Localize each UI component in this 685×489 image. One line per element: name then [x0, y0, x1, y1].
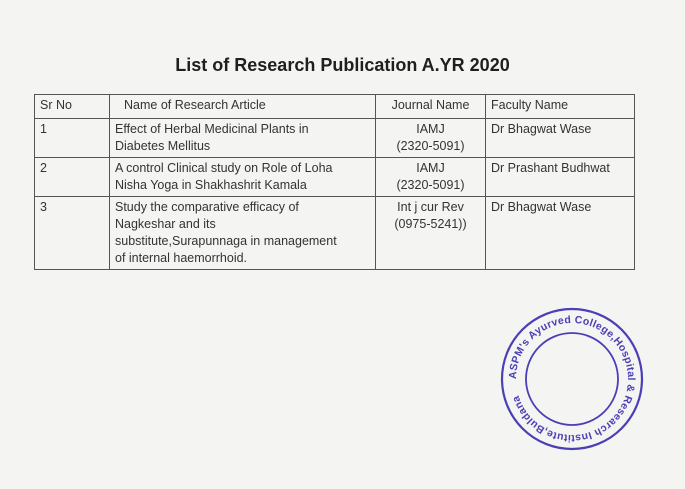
- seal-outer-ring: [502, 309, 642, 449]
- journal-line: (2320-5091): [396, 178, 465, 192]
- table-header-row: [35, 95, 635, 119]
- cell-article: [110, 119, 376, 158]
- cell-faculty: Dr Prashant Budhwat: [486, 158, 635, 197]
- cell-article: [110, 197, 376, 270]
- article-line: A control Clinical study on Role of Loha: [115, 161, 333, 175]
- article-line: Study the comparative efficacy of: [115, 200, 299, 214]
- table-row: [35, 197, 635, 270]
- page-title: List of Research Publication A.YR 2020: [175, 55, 510, 75]
- journal-line: IAMJ: [416, 122, 445, 136]
- cell-faculty: Dr Bhagwat Wase: [486, 197, 635, 270]
- article-line: of internal haemorrhoid.: [115, 251, 248, 265]
- cell-sr-no: 1: [35, 119, 110, 158]
- journal-line: (0975-5241)): [394, 217, 467, 231]
- seal-inner-ring: [526, 333, 618, 425]
- article-line: Effect of Herbal Medicinal Plants in: [115, 122, 309, 136]
- article-line: Nisha Yoga in Shakhashrit Kamala: [115, 178, 307, 192]
- cell-journal: [376, 197, 486, 270]
- header-article-name: Name of Research Article: [110, 95, 376, 119]
- institute-seal: [498, 305, 646, 453]
- table-row: [35, 158, 635, 197]
- article-line: substitute,Surapunnaga in management: [115, 234, 337, 248]
- article-line: Nagkeshar and its: [115, 217, 216, 231]
- cell-sr-no: 3: [35, 197, 110, 270]
- journal-line: (2320-5091): [396, 139, 465, 153]
- journal-line: Int j cur Rev: [397, 200, 464, 214]
- header-faculty-name: Faculty Name: [486, 95, 635, 119]
- header-sr-no: Sr No: [35, 95, 110, 119]
- cell-sr-no: 2: [35, 158, 110, 197]
- seal-ring-text: ASPM's Ayurved College,Hospital & Research Institute,Buldana: [506, 313, 638, 445]
- article-line: Diabetes Mellitus: [115, 139, 211, 153]
- cell-journal: [376, 158, 486, 197]
- cell-article: [110, 158, 376, 197]
- cell-faculty: Dr Bhagwat Wase: [486, 119, 635, 158]
- cell-journal: [376, 119, 486, 158]
- journal-line: IAMJ: [416, 161, 445, 175]
- table-row: [35, 119, 635, 158]
- publications-table: [34, 94, 635, 270]
- header-journal-name: Journal Name: [376, 95, 486, 119]
